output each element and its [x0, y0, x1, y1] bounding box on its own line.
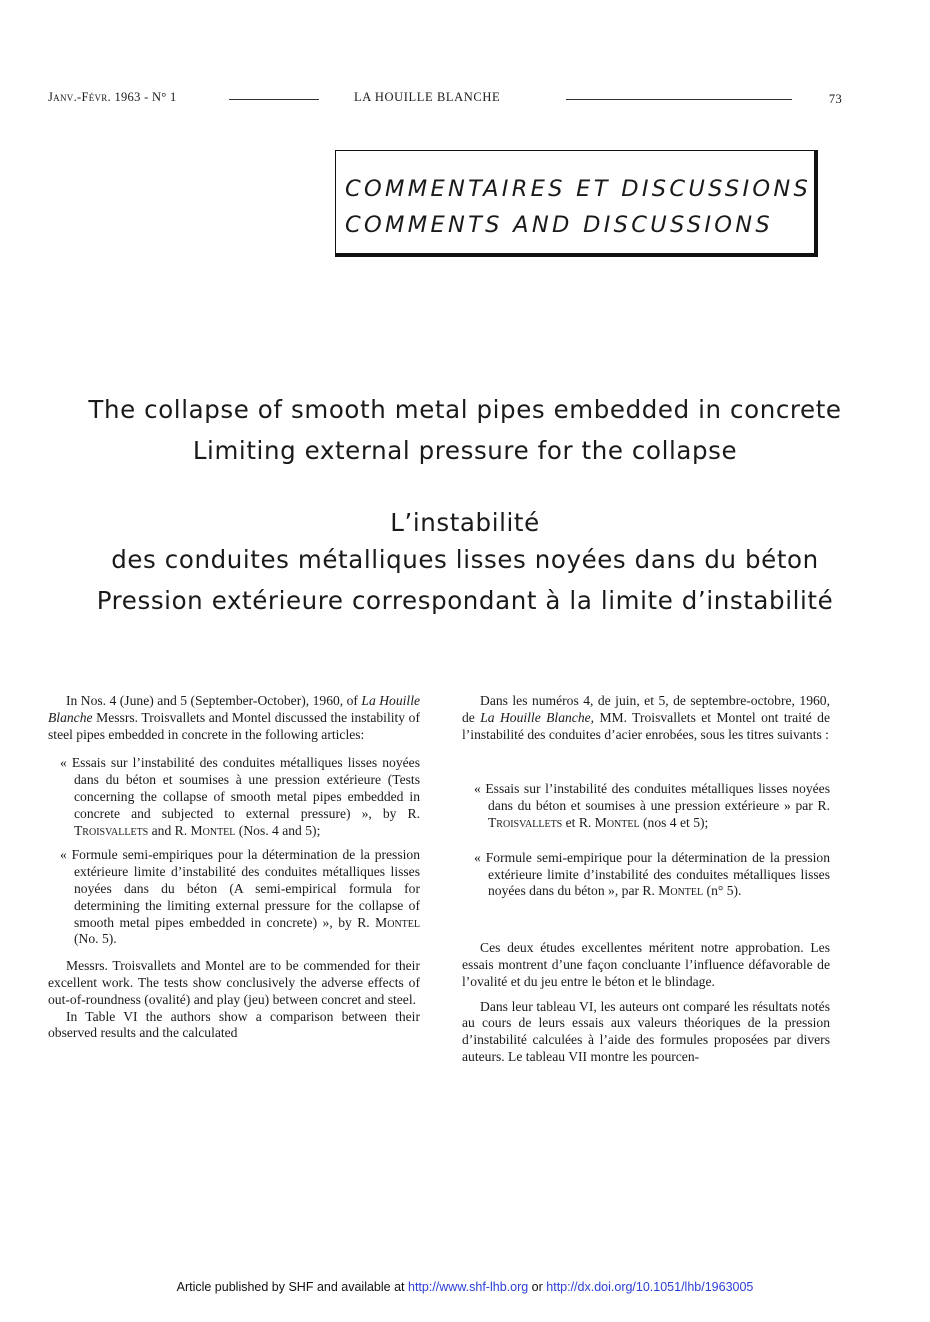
text: In Nos. 4 (June) and 5 (September-October), 1960, of: [66, 693, 362, 708]
title-fr-line3: Pression extérieure correspondant à la limite d’instabilité: [96, 586, 834, 615]
journal-name: LA HOUILLE BLANCHE: [354, 90, 501, 104]
banner-line-fr: COMMENTAIRES ET DISCUSSIONS: [345, 176, 812, 202]
text: « Essais sur l’instabilité des conduites métalliques lisses noyées dans du béton et soumises à une pression extérieure (Tests concerning the collapse of smooth metal pipes embedded in concrete and subjected to external pressure) », by R.: [60, 755, 420, 821]
footer-text: or: [528, 1280, 547, 1294]
rule-right: [566, 99, 792, 100]
author: Troisvallets: [488, 814, 563, 830]
text: Dans les numéros 4, de juin, et 5, de septembre-octobre, 1960, de: [462, 693, 830, 725]
banner-line-en: COMMENTS AND DISCUSSIONS: [345, 212, 774, 238]
text: « Essais sur l’instabilité des conduites métalliques lisses noyées dans du béton et soumises à une pression extérieure » par R.: [474, 781, 830, 814]
paragraph-intro: [462, 693, 830, 743]
title-fr-line2: des conduites métalliques lisses noyées dans du béton: [111, 545, 819, 574]
text: « Formule semi-empiriques pour la détermination de la pression extérieure limite d’instabilité des conduites métalliques lisses noyées dans du béton (A semi-empirical formula for determining the limiting external pressure for the collapse of smooth metal pipes embedded in concrete) », by R.: [60, 847, 420, 930]
running-head: [48, 90, 842, 110]
text: et R.: [562, 814, 595, 830]
paragraph-table-vi: Dans leur tableau VI, les auteurs ont comparé les résultats notés au cours de leurs essais aux valeurs théoriques de la pression d’instabilité calculées à l’aide des formules proposées par divers auteurs. Le tableau VII montre les pourcen-: [462, 998, 830, 1064]
paragraph-commendation: Ces deux études excellentes méritent notre approbation. Les essais montrent d’une façon concluante l’influence défavorable de l’ovalité et du jeu entre le béton et le blindage.: [462, 940, 830, 989]
author: Montel: [375, 914, 420, 930]
doi-link[interactable]: http://dx.doi.org/10.1051/lhb/1963005: [546, 1280, 754, 1294]
title-fr-line1: L’instabilité: [390, 508, 540, 537]
right-column-french: [462, 693, 830, 1066]
journal-title: La Houille Blanche: [48, 693, 421, 725]
quote-item-1: [48, 755, 420, 839]
publication-footer: [0, 1280, 930, 1294]
title-en-line1: The collapse of smooth metal pipes embedded in concrete: [88, 395, 842, 424]
paragraph-commendation: Messrs. Troisvallets and Montel are to be commended for their excellent work. The tests show conclusively the adverse effects of out-of-roundness (ovalité) and play (jeu) between concret and steel.: [48, 958, 420, 1007]
author: Montel: [190, 822, 236, 838]
title-en-line2: Limiting external pressure for the collapse: [192, 436, 738, 465]
author: Montel: [658, 883, 704, 899]
quote-item-2: [462, 850, 830, 900]
quote-item-2: [48, 847, 420, 948]
footer-text: Article published by SHF and available at: [176, 1280, 408, 1294]
left-column-english: [48, 693, 420, 1042]
issue-label: Janv.-Févr. 1963 - N° 1: [48, 90, 177, 104]
journal-title: La Houille Blanche,: [480, 709, 595, 725]
text: and R.: [148, 822, 191, 838]
shf-link[interactable]: http://www.shf-lhb.org: [408, 1280, 529, 1294]
text: Messrs. Troisvallets and Montel discussed the instability of steel pipes embedded in concrete in the following articles:: [48, 709, 420, 742]
text: (n° 5).: [703, 883, 742, 899]
rule-left: [229, 99, 319, 100]
author: Troisvallets: [74, 822, 149, 838]
text: (Nos. 4 and 5);: [235, 822, 321, 838]
page-number: 73: [828, 92, 842, 106]
text: (nos 4 et 5);: [639, 814, 709, 830]
text: MM. Troisvallets et Montel ont traité de l’instabilité des conduites d’acier enrobées, sous les titres suivants :: [462, 709, 830, 742]
quote-item-1: [462, 781, 830, 831]
paragraph-table-vi: In Table VI the authors show a comparison between their observed results and the calculated: [48, 1008, 420, 1041]
author: Montel: [594, 814, 640, 830]
text: « Formule semi-empirique pour la détermination de la pression extérieure limite d’instabilité des conduites métalliques lisses noyées dans du béton », par R.: [474, 849, 830, 899]
paragraph-intro: [48, 693, 420, 743]
text: (No. 5).: [74, 931, 117, 947]
section-banner: [335, 150, 818, 257]
